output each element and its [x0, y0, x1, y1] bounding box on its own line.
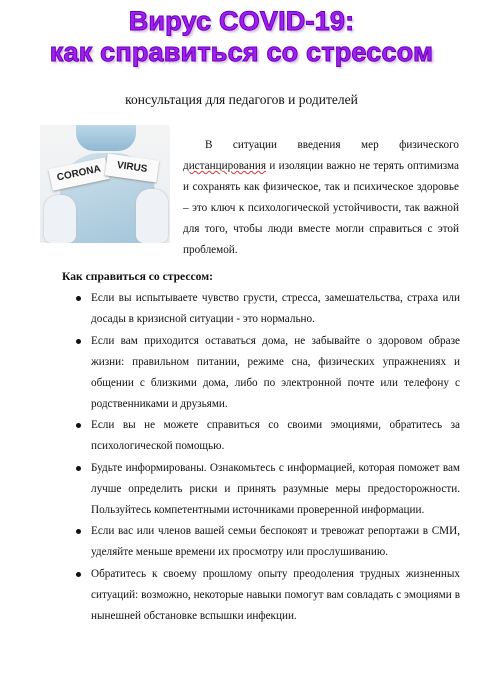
intro-underlined-word: дистанцирования: [183, 160, 267, 172]
subtitle: консультация для педагогов и родителей: [125, 92, 358, 107]
list-item: [66, 564, 460, 627]
tips-list: [66, 288, 460, 627]
list-item: [66, 288, 460, 330]
corona-virus-photo: [40, 125, 170, 243]
bullet-icon: [76, 466, 81, 471]
title-line-1: Вирус COVID-19:: [128, 6, 355, 36]
title-line-2: как справиться со стрессом: [49, 37, 434, 67]
intro-text-2: и изоляции важно не терять оптимизма и сохранять как физическое, так и психическое здоровье – это ключ к психологической устойчивости, так важной для того, чтобы люди вместе могли справиться с этой проблемой.: [183, 160, 459, 256]
intro-text-1: В ситуации введения мер физического: [205, 139, 459, 151]
list-item-text: Будьте информированы. Ознакомьтесь с информацией, которая поможет вам лучше определить риски и принять разумные меры предосторожности. Пользуйтесь компетентными источниками проверенной информации.: [91, 461, 460, 516]
list-item-text: Если вы не можете справиться со своими эмоциями, обратитесь за психологической помощью.: [91, 419, 460, 452]
glove-right: [136, 189, 168, 243]
bullet-icon: [76, 572, 81, 577]
section-heading: Как справиться со стрессом:: [62, 270, 213, 283]
list-item-text: Обратитесь к своему прошлому опыту преодоления трудных жизненных ситуаций: возможно, некоторые навыки помогут вам совладать с эмоциями в нынешней обстановке вспышки инфекции.: [91, 567, 460, 622]
bullet-icon: [76, 296, 81, 301]
bullet-icon: [76, 529, 81, 534]
list-item: [66, 331, 460, 415]
paper-corona: CORONA: [48, 157, 109, 191]
list-item-text: Если вы испытываете чувство грусти, стресса, замешательства, страха или досады в кризисной ситуации - это нормально.: [91, 292, 460, 325]
list-item-text: Если вас или членов вашей семьи беспокоят и тревожат репортажи в СМИ, уделяйте меньше времени их просмотру или прослушиванию.: [91, 525, 460, 558]
page-title: [0, 6, 483, 68]
bullet-icon: [76, 339, 81, 344]
glove-left: [44, 195, 76, 243]
list-item-text: Если вам приходится оставаться дома, не забывайте о здоровом образе жизни: правильном питании, режиме сна, физических упражнениях и общении с близкими дома, либо по электронной почте или телефону с родственниками и друзьями.: [91, 334, 460, 410]
list-item: [66, 521, 460, 563]
intro-paragraph: [183, 135, 459, 261]
list-item: [66, 415, 460, 457]
paper-virus: VIRUS: [105, 153, 160, 182]
bullet-icon: [76, 423, 81, 428]
list-item: [66, 458, 460, 521]
face-mask: [76, 125, 136, 151]
